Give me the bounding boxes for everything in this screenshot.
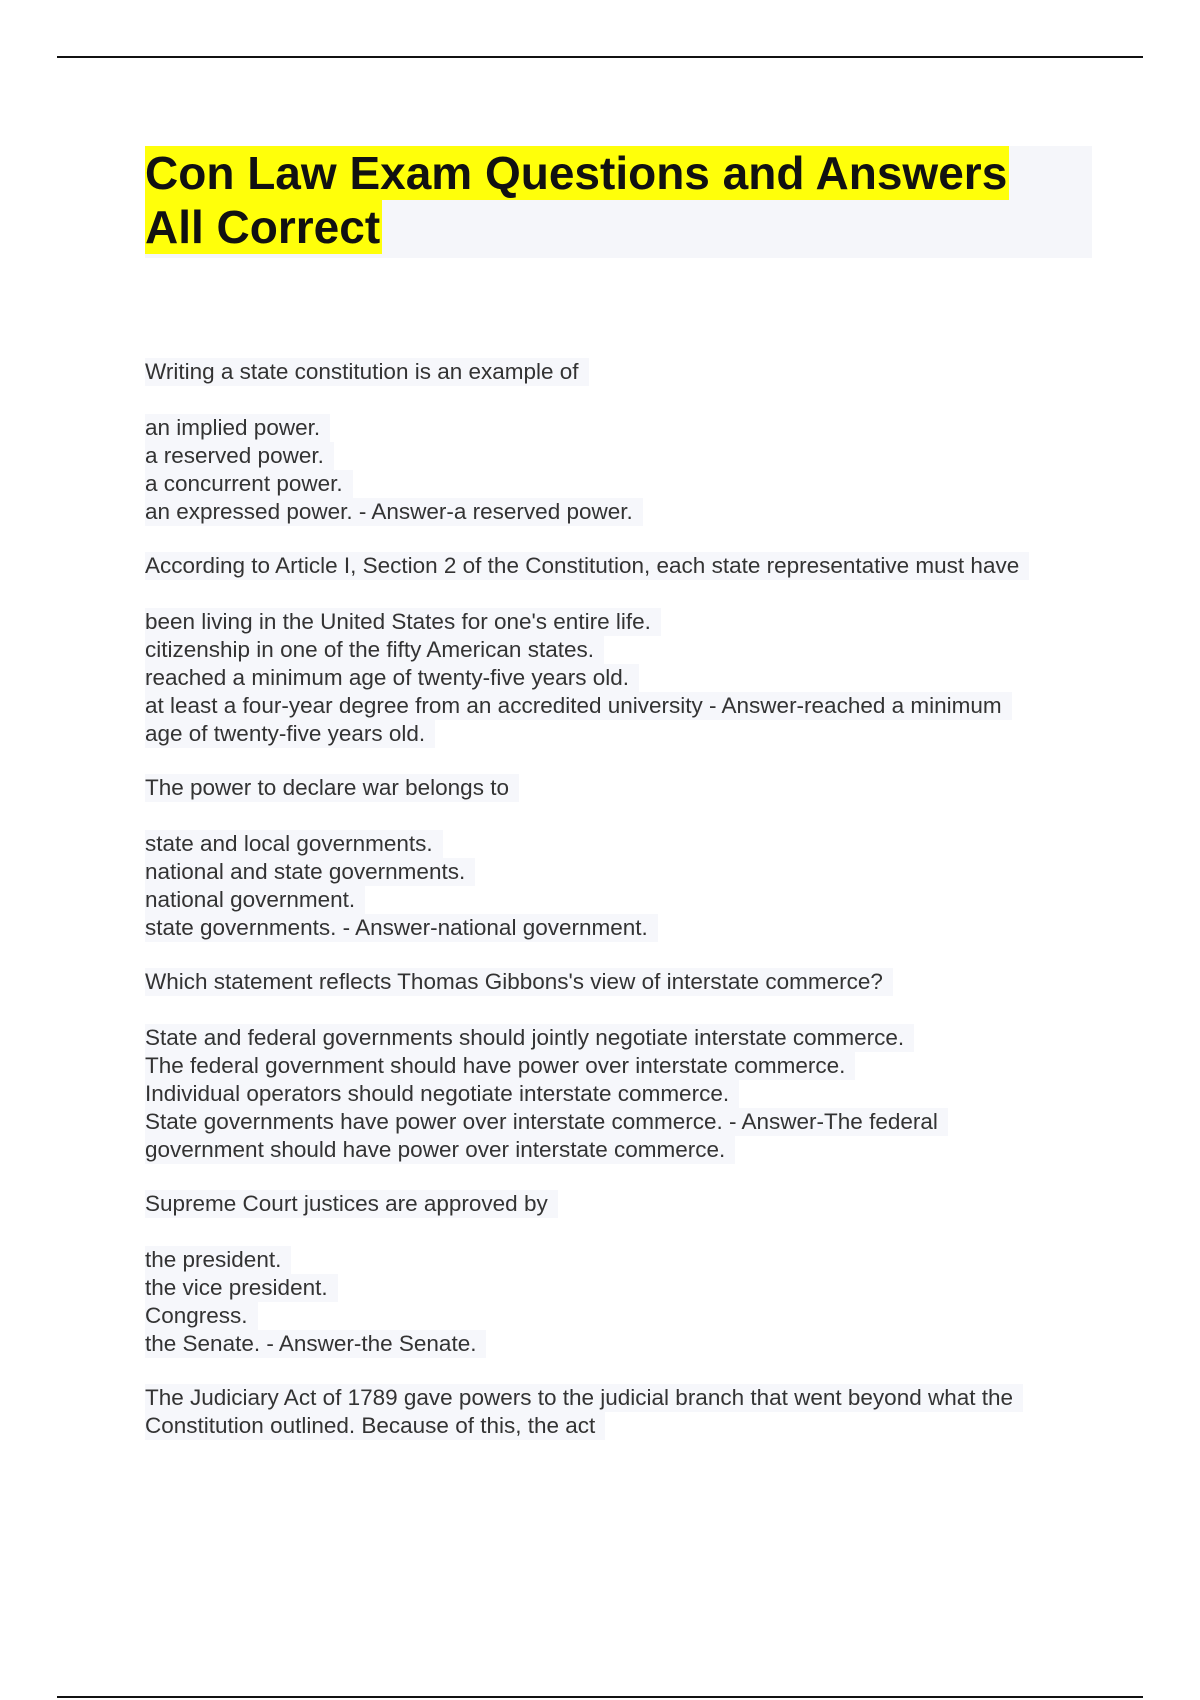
- option-line: Individual operators should negotiate interstate commerce.: [145, 1080, 739, 1108]
- option-line: an implied power.: [145, 414, 330, 442]
- qa-item-1: [145, 358, 1105, 526]
- option-answer-line: state governments. - Answer-national government.: [145, 914, 658, 942]
- option-line: Congress.: [145, 1302, 258, 1330]
- qa-item-5: [145, 1190, 1105, 1358]
- question-text: Which statement reflects Thomas Gibbons's view of interstate commerce?: [145, 968, 893, 996]
- question-text: Constitution outlined. Because of this, the act: [145, 1412, 605, 1440]
- option-line: State and federal governments should jointly negotiate interstate commerce.: [145, 1024, 914, 1052]
- qa-item-2: [145, 552, 1105, 748]
- option-answer-line: age of twenty-five years old.: [145, 720, 435, 748]
- option-line: national and state governments.: [145, 858, 475, 886]
- option-line: the vice president.: [145, 1274, 338, 1302]
- option-answer-line: an expressed power. - Answer-a reserved power.: [145, 498, 643, 526]
- option-line: a concurrent power.: [145, 470, 353, 498]
- option-line: a reserved power.: [145, 442, 334, 470]
- option-line: reached a minimum age of twenty-five years old.: [145, 664, 639, 692]
- option-line: been living in the United States for one's entire life.: [145, 608, 661, 636]
- qa-item-4: [145, 968, 1105, 1164]
- question-text: Writing a state constitution is an example of: [145, 358, 589, 386]
- option-line: The federal government should have power over interstate commerce.: [145, 1052, 855, 1080]
- question-text: Supreme Court justices are approved by: [145, 1190, 558, 1218]
- qa-content: [145, 358, 1105, 1466]
- document-title-line-1: Con Law Exam Questions and Answers: [145, 147, 1008, 199]
- option-answer-line: State governments have power over interstate commerce. - Answer-The federal: [145, 1108, 948, 1136]
- question-text: The power to declare war belongs to: [145, 774, 519, 802]
- bottom-rule: [57, 1696, 1143, 1698]
- option-answer-line: at least a four-year degree from an accredited university - Answer-reached a minimum: [145, 692, 1012, 720]
- question-text: According to Article I, Section 2 of the Constitution, each state representative must have: [145, 552, 1029, 580]
- qa-item-3: [145, 774, 1105, 942]
- option-line: state and local governments.: [145, 830, 443, 858]
- question-text: The Judiciary Act of 1789 gave powers to the judicial branch that went beyond what the: [145, 1384, 1023, 1412]
- option-answer-line: government should have power over interstate commerce.: [145, 1136, 735, 1164]
- document-title-line-2: All Correct: [145, 201, 381, 253]
- option-line: citizenship in one of the fifty American states.: [145, 636, 604, 664]
- option-line: the president.: [145, 1246, 291, 1274]
- title-block: [145, 146, 1092, 258]
- top-rule: [57, 56, 1143, 58]
- qa-item-6: [145, 1384, 1105, 1440]
- option-answer-line: the Senate. - Answer-the Senate.: [145, 1330, 486, 1358]
- option-line: national government.: [145, 886, 365, 914]
